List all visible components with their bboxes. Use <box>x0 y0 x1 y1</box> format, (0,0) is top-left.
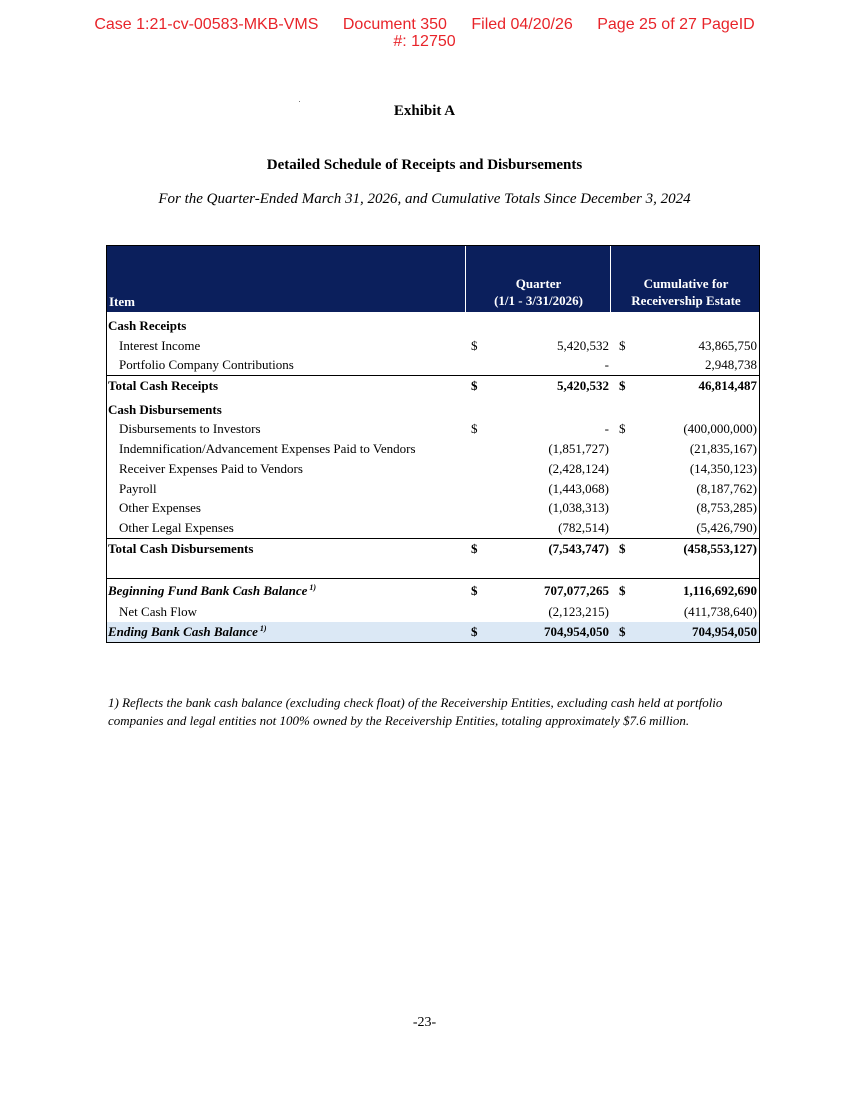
case-number: Case 1:21-cv-00583-MKB-VMS <box>94 16 319 33</box>
quarter-value: - <box>604 421 609 437</box>
row-label-text: Ending Bank Cash Balance <box>108 623 258 639</box>
row-label-text: Beginning Fund Bank Cash Balance <box>108 583 308 599</box>
quarter-value: 5,420,532 <box>557 337 609 353</box>
case-header-line1 <box>0 16 849 33</box>
total-row-cash-disbursements <box>107 539 759 559</box>
net-cash-flow-row <box>107 602 759 622</box>
cumulative-value: 46,814,487 <box>698 378 757 394</box>
cumulative-currency: $ <box>619 421 626 437</box>
spacer <box>107 558 759 579</box>
cumulative-value: (14,350,123) <box>689 460 757 476</box>
row-label: Other Expenses <box>119 500 201 516</box>
case-header <box>0 16 849 50</box>
cumulative-currency: $ <box>619 378 626 394</box>
table-row <box>107 419 759 439</box>
cumulative-value: (21,835,167) <box>689 441 757 457</box>
quarter-value: - <box>604 357 609 373</box>
header-divider <box>610 246 611 312</box>
footnote-ref: 1) <box>259 623 267 633</box>
quarter-value: 707,077,265 <box>544 583 609 599</box>
row-label: Total Cash Receipts <box>108 378 219 394</box>
section-heading-cash-disbursements <box>107 400 759 420</box>
page-id: #: 12750 <box>393 33 456 50</box>
header-quarter-line2: (1/1 - 3/31/2026) <box>494 293 583 308</box>
schedule-title: Detailed Schedule of Receipts and Disbursements <box>266 157 583 173</box>
footnote-ref: 1) <box>309 582 317 592</box>
header-divider <box>465 246 466 312</box>
row-label: Receiver Expenses Paid to Vendors <box>119 460 303 476</box>
quarter-value: (2,123,215) <box>548 604 609 620</box>
quarter-value: 704,954,050 <box>544 623 609 639</box>
total-row-cash-receipts <box>107 376 759 396</box>
row-label: Other Legal Expenses <box>119 519 234 535</box>
cumulative-value: 1,116,692,690 <box>682 583 757 599</box>
ending-balance-row <box>107 622 759 642</box>
quarter-currency: $ <box>471 421 478 437</box>
row-label: Total Cash Disbursements <box>108 540 254 556</box>
cumulative-value: (8,753,285) <box>696 500 757 516</box>
cumulative-value: (5,426,790) <box>696 519 757 535</box>
table-row <box>107 498 759 518</box>
quarter-value: (1,851,727) <box>548 441 609 457</box>
row-label: Payroll <box>119 480 157 496</box>
row-label: Interest Income <box>119 337 201 353</box>
schedule-subtitle: For the Quarter-Ended March 31, 2026, and Cumulative Totals Since December 3, 2024 <box>158 191 691 207</box>
cumulative-currency: $ <box>619 540 626 556</box>
row-label: Cash Disbursements <box>108 401 222 417</box>
table-row <box>107 439 759 459</box>
cumulative-currency: $ <box>619 583 626 599</box>
document-number: Document 350 <box>342 16 447 33</box>
quarter-currency: $ <box>471 540 478 556</box>
header-cumulative-line2: Receivership Estate <box>631 293 741 308</box>
header-quarter <box>467 275 610 309</box>
receipts-disbursements-table <box>106 245 760 643</box>
cumulative-value: 704,954,050 <box>692 623 757 639</box>
quarter-value: 5,420,532 <box>557 378 609 394</box>
cumulative-value: (400,000,000) <box>683 421 757 437</box>
table-row <box>107 518 759 539</box>
table-header <box>107 246 759 312</box>
table-row <box>107 479 759 499</box>
header-cumulative-line1: Cumulative for <box>643 276 729 291</box>
cumulative-value: 43,865,750 <box>698 337 757 353</box>
quarter-value: (2,428,124) <box>548 460 609 476</box>
row-label: Cash Receipts <box>108 318 187 333</box>
cumulative-value: (8,187,762) <box>696 480 757 496</box>
table-row <box>107 459 759 479</box>
page-info: Page 25 of 27 PageID <box>597 16 755 33</box>
table-row <box>107 355 759 376</box>
cumulative-value: (458,553,127) <box>683 540 757 556</box>
quarter-currency: $ <box>471 337 478 353</box>
section-heading-cash-receipts <box>107 316 759 336</box>
quarter-value: (1,038,313) <box>548 500 609 516</box>
header-cumulative <box>612 275 760 309</box>
page-number: -23- <box>412 1015 437 1030</box>
quarter-currency: $ <box>471 378 478 394</box>
stray-mark <box>299 101 300 102</box>
cumulative-value: 2,948,738 <box>705 357 757 373</box>
row-label: Indemnification/Advancement Expenses Paid to Vendors <box>119 441 416 457</box>
row-label <box>108 622 267 642</box>
quarter-value: (782,514) <box>558 519 609 535</box>
row-label: Portfolio Company Contributions <box>119 357 294 373</box>
row-label: Disbursements to Investors <box>119 421 261 437</box>
cumulative-value: (411,738,640) <box>683 604 757 620</box>
filed-date: Filed 04/20/26 <box>471 16 573 33</box>
row-label <box>108 579 316 602</box>
exhibit-title: Exhibit A <box>393 103 456 119</box>
quarter-value: (7,543,747) <box>548 540 609 556</box>
header-quarter-line1: Quarter <box>515 276 562 291</box>
footnote: 1) Reflects the bank cash balance (excluding check float) of the Receivership Entities, excluding cash held at portfolio companies and legal entities not 100% owned by the Receivership Entities, totaling approximately $7.6 million. <box>108 695 723 728</box>
cumulative-currency: $ <box>619 337 626 353</box>
header-item: Item <box>109 294 135 309</box>
row-label: Net Cash Flow <box>119 604 197 620</box>
quarter-currency: $ <box>471 623 478 639</box>
beginning-balance-row <box>107 579 759 602</box>
quarter-currency: $ <box>471 583 478 599</box>
quarter-value: (1,443,068) <box>548 480 609 496</box>
table-row <box>107 336 759 356</box>
cumulative-currency: $ <box>619 623 626 639</box>
